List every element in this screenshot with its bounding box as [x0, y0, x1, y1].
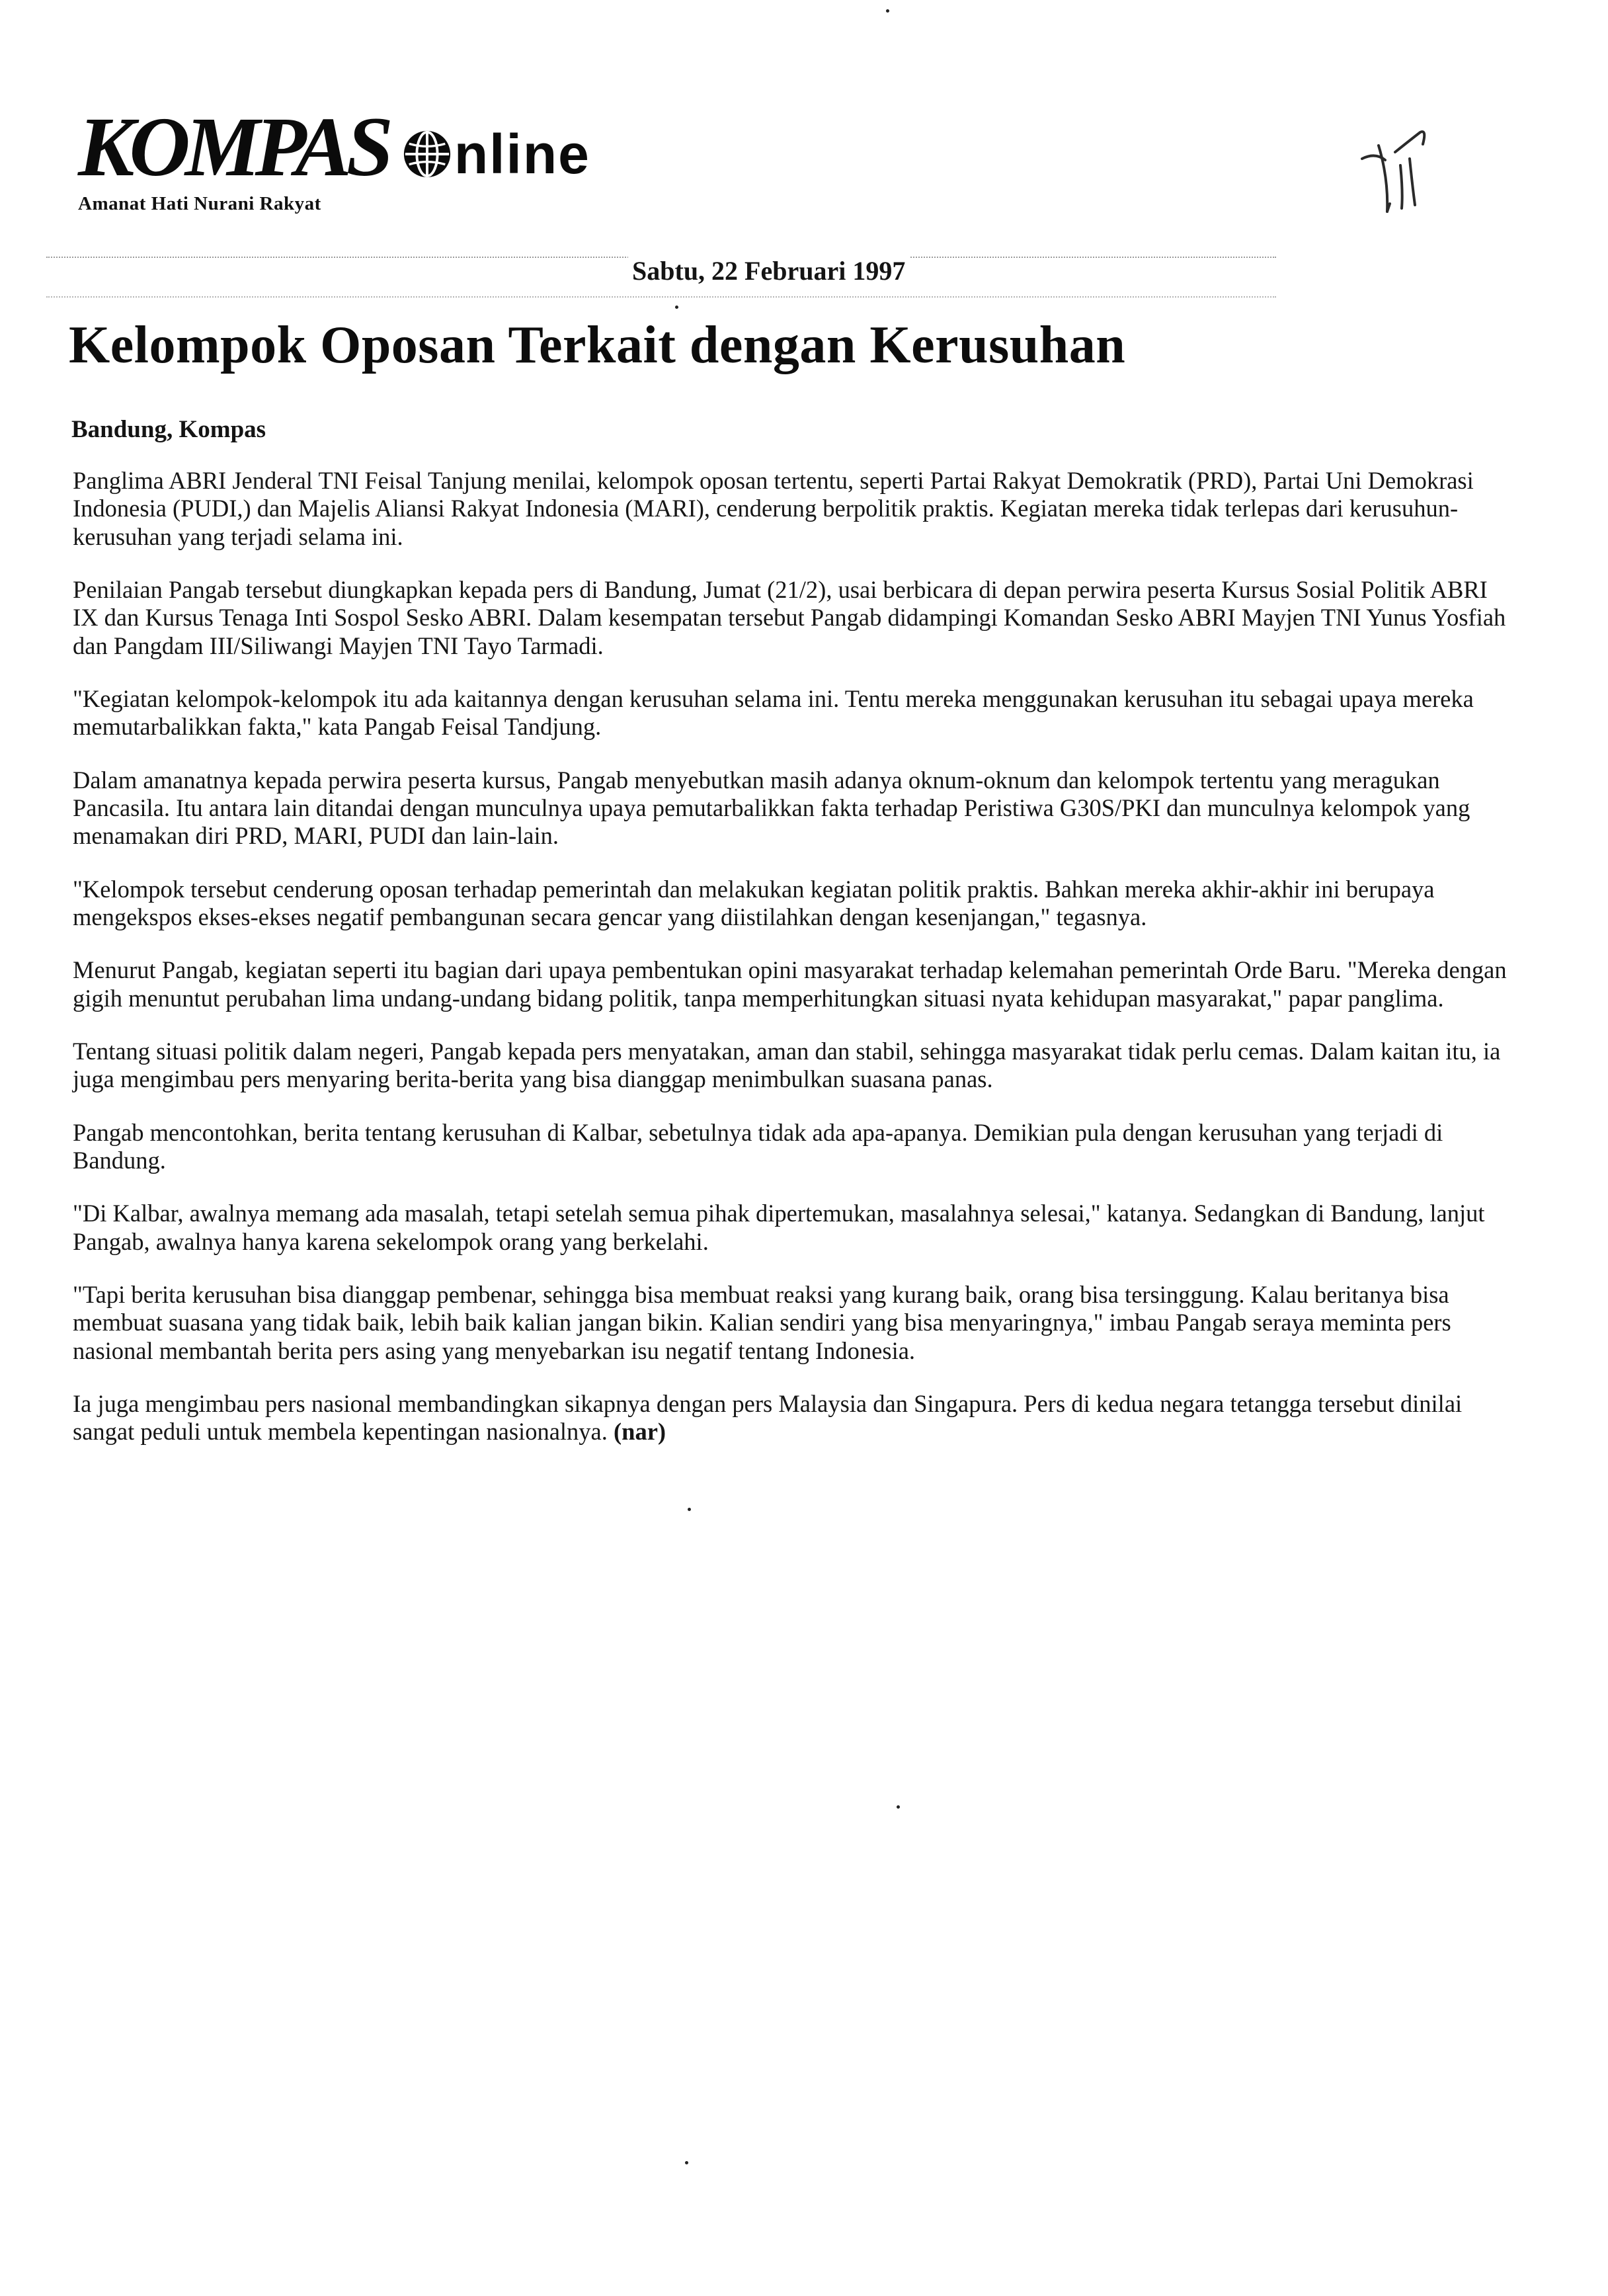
paragraph: Penilaian Pangab tersebut diungkapkan kepada pers di Bandung, Jumat (21/2), usai berbicara di depan perwira peserta Kursus Sosial Politik ABRI IX dan Kursus Tenaga Inti Sospol Sesko ABRI. Dalam kesempatan tersebut Pangab didampingi Komandan Sesko ABRI Mayjen TNI Yunus Yosfiah dan Pangdam III/Siliwangi Mayjen TNI Tayo Tarmadi.: [73, 575, 1506, 659]
paragraph: Tentang situasi politik dalam negeri, Pangab kepada pers menyatakan, aman dan stabil, sehingga masyarakat tidak perlu cemas. Dalam kaitan itu, ia juga mengimbau pers menyaring berita-berita yang bisa dianggap menimbulkan suasana panas.: [73, 1037, 1501, 1093]
logo-online-text: nline: [454, 123, 590, 186]
paragraph: "Tapi berita kerusuhan bisa dianggap pembenar, sehingga bisa membuat reaksi yang kurang baik, orang bisa tersinggung. Kalau beritanya bisa membuat suasana yang tidak baik, lebih baik kalian jangan bikin. Kalian sendiri yang bisa menyaringnya," imbau Pangab seraya meminta pers nasional membantah berita pers asing yang menyebarkan isu negatif tentang Indonesia.: [73, 1280, 1451, 1364]
logo-online: [401, 123, 590, 186]
logo: [78, 100, 660, 194]
article-date: Sabtu, 22 Februari 1997: [628, 255, 909, 286]
handwritten-mark-icon: [1349, 119, 1435, 218]
logo-brand: KOMPAS: [78, 100, 388, 194]
scan-speck: [897, 1805, 900, 1809]
tagline: Amanat Hati Nurani Rakyat: [78, 193, 321, 214]
paragraph: "Kelompok tersebut cenderung oposan terhadap pemerintah dan melakukan kegiatan politik praktis. Bahkan mereka akhir-akhir ini berupaya mengekspos ekses-ekses negatif pembangunan secara gencar yang diistilahkan dengan kesenjangan," tegasnya.: [73, 875, 1435, 930]
scan-speck: [675, 306, 678, 309]
paragraph-text: Ia juga mengimbau pers nasional membandingkan sikapnya dengan pers Malaysia dan Singapura. Pers di kedua negara tetangga tersebut dinilai sangat peduli untuk membela kepentingan nasionalnya.: [73, 1389, 1463, 1446]
dateline: Bandung, Kompas: [71, 416, 266, 443]
paragraph-last: [73, 1390, 1514, 1446]
globe-icon: [401, 128, 453, 180]
scan-speck: [685, 2161, 688, 2164]
paragraph: Panglima ABRI Jenderal TNI Feisal Tanjung menilai, kelompok oposan tertentu, seperti Partai Rakyat Demokratik (PRD), Partai Uni Demokrasi Indonesia (PUDI,) dan Majelis Aliansi Rakyat Indonesia (MARI), cenderung berpolitik praktis. Kegiatan mereka tidak terlepas dari kerusuhun-kerusuhan yang terjadi selama ini.: [73, 467, 1474, 550]
paragraph: Dalam amanatnya kepada perwira peserta kursus, Pangab menyebutkan masih adanya oknum-oknum dan kelompok tertentu yang meragukan Pancasila. Itu antara lain ditandai dengan munculnya upaya pemutarbalikkan fakta terhadap Peristiwa G30S/PKI dan munculnya kelompok yang menamakan diri PRD, MARI, PUDI dan lain-lain.: [73, 766, 1470, 850]
scan-speck: [886, 9, 889, 13]
paragraph: Pangab mencontohkan, berita tentang kerusuhan di Kalbar, sebetulnya tidak ada apa-apanya. Demikian pula dengan kerusuhan yang terjadi di Bandung.: [73, 1118, 1443, 1174]
headline: Kelompok Oposan Terkait dengan Kerusuhan: [69, 316, 1126, 374]
scan-speck: [688, 1508, 691, 1511]
masthead: [78, 100, 660, 224]
article-body: [73, 467, 1514, 1471]
divider-bottom: [46, 296, 1276, 298]
paragraph: Menurut Pangab, kegiatan seperti itu bagian dari upaya pembentukan opini masyarakat terhadap kelemahan pemerintah Orde Baru. "Mereka dengan gigih menuntut perubahan lima undang-undang bidang politik, tanpa memperhitungkan situasi nyata kehidupan masyarakat," papar panglima.: [73, 956, 1507, 1012]
paragraph: "Di Kalbar, awalnya memang ada masalah, tetapi setelah semua pihak dipertemukan, masalahnya selesai," katanya. Sedangkan di Bandung, lanjut Pangab, awalnya hanya karena sekelompok orang yang berkelahi.: [73, 1200, 1485, 1255]
byline: (nar): [614, 1418, 666, 1446]
paragraph: "Kegiatan kelompok-kelompok itu ada kaitannya dengan kerusuhan selama ini. Tentu mereka menggunakan kerusuhan itu sebagai upaya mereka memutarbalikkan fakta," kata Pangab Feisal Tandjung.: [73, 684, 1474, 741]
